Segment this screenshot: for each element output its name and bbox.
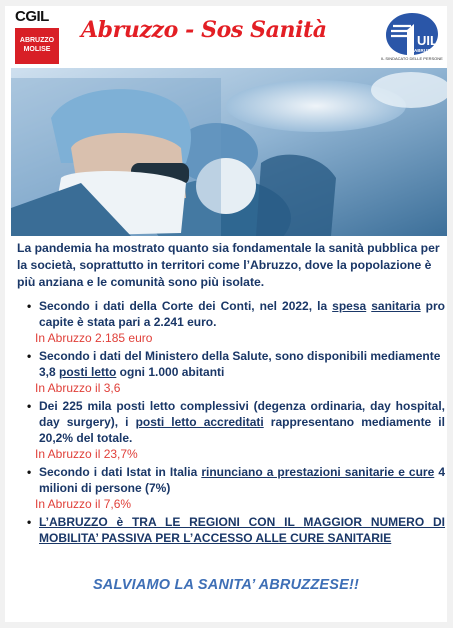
uil-logo [381,10,443,64]
list-item: • Secondo i dati del Ministero della Salute, sono disponibili mediamente 3,8 posti letto ogni 1.000 abitanti In Abruzzo il 3,6 [17,348,445,396]
bullet-icon: • [27,299,32,313]
bullet-list [17,298,445,548]
abruzzo-note: In Abruzzo il 3,6 [35,381,121,395]
list-item: • Dei 225 mila posti letto complessivi (degenza ordinaria, day hospital, day surgery), i posti letto accreditati rappresentano mediamente il 20,2% del totale. In Abruzzo il 23,7% [27,399,445,461]
bullet-icon: • [27,465,32,479]
abruzzo-note: In Abruzzo il 23,7% [35,447,138,461]
cgil-region-2: MOLISE [23,46,51,53]
cgil-logo-box [15,28,59,64]
abruzzo-note: In Abruzzo il 7,6% [35,497,132,511]
intro-paragraph: La pandemia ha mostrato quanto sia fondamentale la sanità pubblica per la società, soprattutto in territori come l’Abruzzo, dove la popolazione è più anziana e le comunità sono più isolate. [17,241,440,289]
bullet-icon: • [27,349,32,363]
list-item: • Secondo i dati Istat in Italia rinunciano a prestazioni sanitarie e cure 4 milioni di persone (7%) In Abruzzo il 7,6% [27,465,446,511]
uil-emblem-icon [381,10,443,56]
bullet-icon: • [27,515,32,529]
uil-logo-text: UIL [417,33,438,48]
surgeons-photo [11,68,447,236]
closing-slogan: SALVIAMO LA SANITA’ ABRUZZESE!! [92,577,360,593]
bullet-icon: • [27,399,32,413]
abruzzo-note: In Abruzzo 2.185 euro [35,331,153,345]
cgil-logo-text: CGIL [15,8,49,25]
list-item: • Secondo i dati della Corte dei Conti, nel 2022, la spesa sanitaria pro capite è stata pari a 2.241 euro. In Abruzzo 2.185 euro [27,299,445,345]
list-item: • L’ABRUZZO è TRA LE REGIONI CON IL MAGGIOR NUMERO DI MOBILITA’ PASSIVA PER L’ACCESSO ALLE CURE SANITARIE [27,515,445,545]
uil-logo-subtext: ABRUZZO [414,48,436,53]
page-title: Abruzzo - Sos Sanità [81,17,327,43]
flyer [5,6,447,622]
header [5,6,447,68]
cgil-logo [15,8,59,64]
uil-caption: IL SINDACATO DELLE PERSONE [381,56,443,61]
cgil-region-1: ABRUZZO [19,37,55,44]
